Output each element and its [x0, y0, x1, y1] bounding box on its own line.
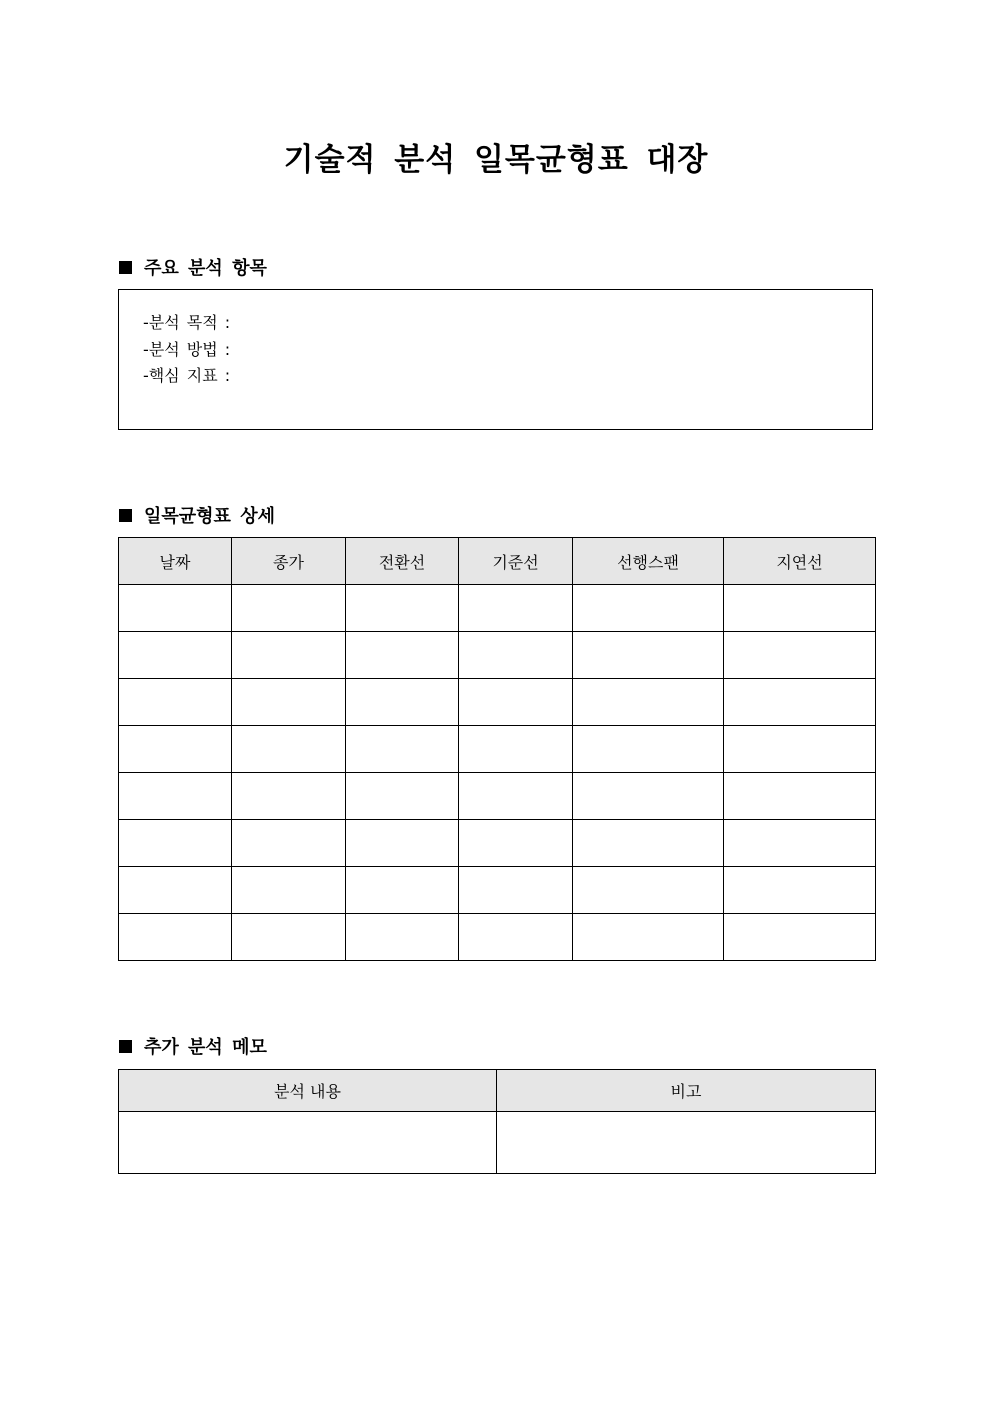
table-cell[interactable]: [724, 585, 876, 632]
summary-section-heading: [119, 254, 267, 280]
table-header-row: [119, 1070, 876, 1112]
summary-heading-label: 주요 분석 항목: [144, 258, 267, 279]
detail-heading-label: 일목균형표 상세: [144, 506, 275, 527]
analysis-content-cell[interactable]: [119, 1112, 497, 1174]
table-cell[interactable]: [724, 914, 876, 961]
table-cell[interactable]: [724, 867, 876, 914]
table-cell[interactable]: [724, 679, 876, 726]
table-cell[interactable]: [724, 773, 876, 820]
table-cell[interactable]: [724, 632, 876, 679]
column-header-leading-span: 선행스팬: [573, 538, 724, 585]
column-header-date: 날짜: [119, 538, 232, 585]
column-header-base-line: 기준선: [459, 538, 573, 585]
table-cell[interactable]: [346, 585, 459, 632]
table-cell[interactable]: [232, 679, 346, 726]
table-row: [119, 773, 876, 820]
square-bullet-icon: [119, 261, 132, 274]
table-cell[interactable]: [119, 820, 232, 867]
square-bullet-icon: [119, 509, 132, 522]
table-row: [119, 1112, 876, 1174]
analysis-purpose-line: -분석 목적 :: [143, 313, 231, 332]
analysis-method-line: -분석 방법 :: [143, 339, 231, 359]
table-cell[interactable]: [346, 820, 459, 867]
table-cell[interactable]: [459, 632, 573, 679]
table-row: [119, 632, 876, 679]
memo-heading-label: 추가 분석 메모: [144, 1037, 267, 1058]
table-header-row: [119, 538, 876, 585]
table-row: [119, 867, 876, 914]
column-header-close: 종가: [232, 538, 346, 585]
table-cell[interactable]: [119, 773, 232, 820]
table-cell[interactable]: [232, 773, 346, 820]
table-cell[interactable]: [119, 679, 232, 726]
table-cell[interactable]: [724, 820, 876, 867]
table-cell[interactable]: [346, 773, 459, 820]
table-cell[interactable]: [724, 726, 876, 773]
table-cell[interactable]: [232, 914, 346, 961]
detail-table-body: [119, 585, 876, 961]
remarks-cell[interactable]: [497, 1112, 876, 1174]
table-cell[interactable]: [573, 679, 724, 726]
table-cell[interactable]: [119, 585, 232, 632]
memo-section-heading: [119, 1033, 267, 1059]
table-cell[interactable]: [119, 632, 232, 679]
table-cell[interactable]: [346, 679, 459, 726]
table-cell[interactable]: [232, 632, 346, 679]
table-row: [119, 820, 876, 867]
table-cell[interactable]: [573, 914, 724, 961]
table-cell[interactable]: [232, 820, 346, 867]
table-cell[interactable]: [232, 867, 346, 914]
key-indicator-line: -핵심 지표 :: [143, 366, 231, 385]
table-cell[interactable]: [459, 726, 573, 773]
table-cell[interactable]: [119, 726, 232, 773]
table-cell[interactable]: [119, 867, 232, 914]
page-title: 기술적 분석 일목균형표 대장: [283, 142, 709, 178]
summary-box: [118, 289, 873, 430]
column-header-conversion-line: 전환선: [346, 538, 459, 585]
table-cell[interactable]: [346, 632, 459, 679]
detail-section-heading: [119, 502, 275, 528]
table-row: [119, 585, 876, 632]
table-cell[interactable]: [459, 914, 573, 961]
table-cell[interactable]: [573, 820, 724, 867]
table-cell[interactable]: [346, 914, 459, 961]
table-cell[interactable]: [573, 726, 724, 773]
table-cell[interactable]: [459, 679, 573, 726]
table-cell[interactable]: [119, 914, 232, 961]
table-row: [119, 914, 876, 961]
square-bullet-icon: [119, 1040, 132, 1053]
table-cell[interactable]: [573, 867, 724, 914]
table-row: [119, 726, 876, 773]
column-header-remarks: 비고: [497, 1070, 876, 1112]
ichimoku-detail-table: [118, 537, 876, 961]
table-cell[interactable]: [573, 773, 724, 820]
column-header-analysis-content: 분석 내용: [119, 1070, 497, 1112]
table-cell[interactable]: [232, 585, 346, 632]
table-cell[interactable]: [573, 632, 724, 679]
table-cell[interactable]: [346, 726, 459, 773]
table-cell[interactable]: [459, 585, 573, 632]
table-cell[interactable]: [459, 820, 573, 867]
table-row: [119, 679, 876, 726]
table-cell[interactable]: [346, 867, 459, 914]
memo-table: [118, 1069, 876, 1174]
table-cell[interactable]: [232, 726, 346, 773]
table-cell[interactable]: [459, 773, 573, 820]
table-cell[interactable]: [459, 867, 573, 914]
column-header-lagging-span: 지연선: [724, 538, 876, 585]
table-cell[interactable]: [573, 585, 724, 632]
